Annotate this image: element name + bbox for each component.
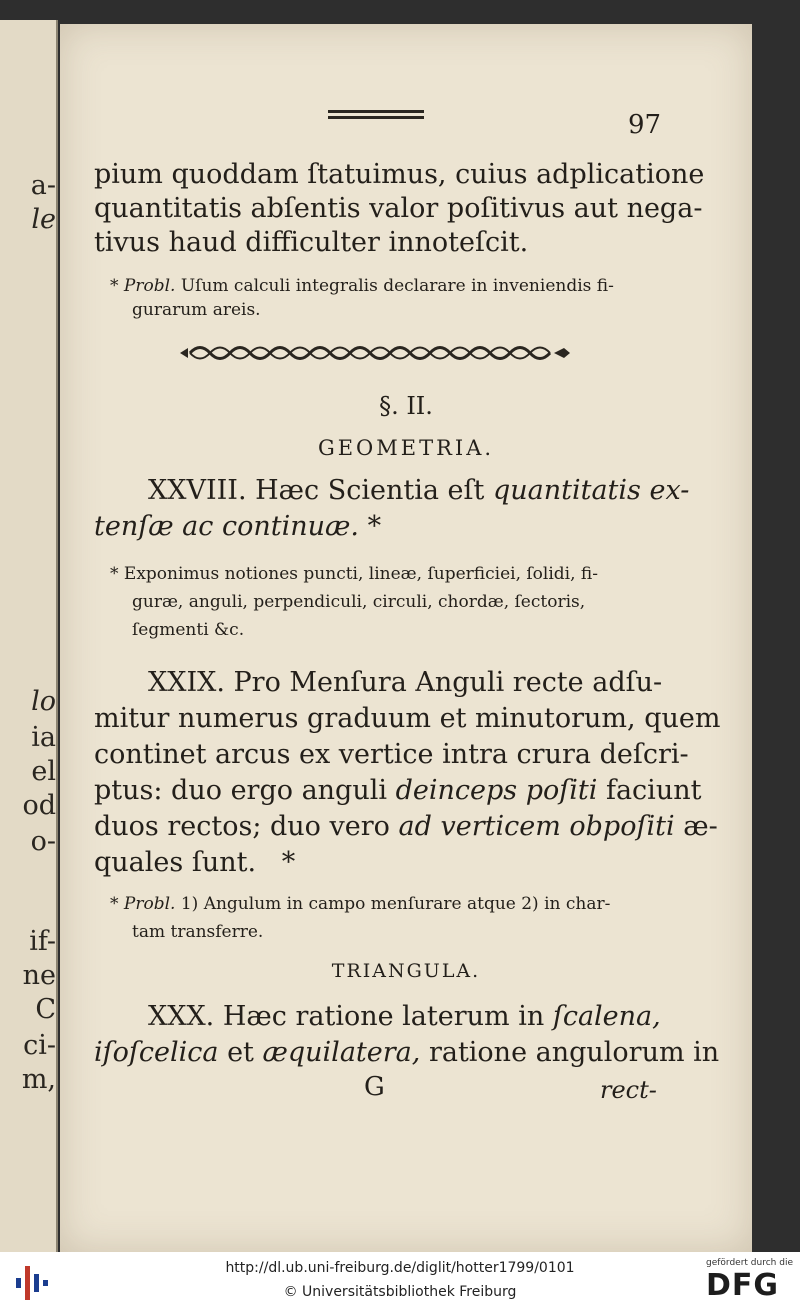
footnote-star: * xyxy=(367,511,382,542)
paragraph-italic: deinceps poſiti xyxy=(395,775,598,806)
footnote-line xyxy=(110,892,660,916)
left-fragment: le xyxy=(31,204,56,235)
paragraph-italic: ſcalena, xyxy=(552,1001,661,1032)
paragraph-italic: quantitatis ex- xyxy=(492,475,690,506)
paragraph-28-line xyxy=(148,474,690,508)
paragraph-text: XXX. Hæc ratione laterum in xyxy=(148,1001,545,1032)
paragraph-text: duos rectos; duo vero xyxy=(94,811,390,842)
paragraph-30-line xyxy=(94,1036,720,1070)
header-double-rule xyxy=(328,110,424,119)
left-fragment: o- xyxy=(30,826,56,857)
paragraph-text: faciunt xyxy=(605,775,702,806)
catchword: rect- xyxy=(600,1076,657,1104)
left-fragment: od xyxy=(22,790,56,821)
left-fragment: ia xyxy=(31,722,56,753)
left-fragment: a- xyxy=(30,170,56,201)
paragraph-29-line xyxy=(94,810,718,844)
text-line: quantitatis abſentis valor poſitivus aut nega- xyxy=(94,193,703,224)
left-fragment: ne xyxy=(22,960,56,991)
paragraph-italic: æquilatera, xyxy=(262,1037,421,1068)
permalink-url[interactable]: http://dl.ub.uni-freiburg.de/diglit/hotter1799/0101 xyxy=(225,1260,575,1276)
left-fragment: ci- xyxy=(23,1030,56,1061)
paragraph-text: æ- xyxy=(683,811,718,842)
text-line: tivus haud difficulter innoteſcit. xyxy=(94,227,529,258)
footnote-line: tam transferre. xyxy=(132,922,264,942)
paragraph-italic: tenſæ ac continuæ. xyxy=(94,511,359,542)
page-number: 97 xyxy=(628,110,662,140)
paragraph-29-line: mitur numerus graduum et minutorum, quem xyxy=(94,703,721,734)
paragraph-28-line xyxy=(94,510,660,544)
text-line: pium quoddam ſtatuimus, cuius adplicatione xyxy=(94,159,705,190)
left-fragment: C xyxy=(35,994,56,1025)
signature-mark: G xyxy=(364,1072,385,1102)
paragraph-text: et xyxy=(227,1037,254,1068)
paragraph-29-line: XXIX. Pro Menſura Anguli recte adſu- xyxy=(148,667,663,698)
funding-note: gefördert durch die xyxy=(706,1258,793,1268)
section-heading: GEOMETRIA. xyxy=(317,436,495,460)
footnote-line: * Exponimus notiones puncti, lineæ, ſuperficiei, ſolidi, fi- xyxy=(110,564,598,584)
section-number: §. II. xyxy=(379,392,433,420)
viewer-footer xyxy=(0,1252,800,1310)
footnote-text: Uſum calculi integralis declarare in inveniendis fi- xyxy=(180,276,614,296)
paragraph-29-line xyxy=(94,774,702,808)
paragraph-italic: iſoſcelica xyxy=(94,1037,219,1068)
dfg-logo[interactable]: DFG xyxy=(706,1268,780,1303)
book-page xyxy=(60,24,752,1252)
paragraph-29-line: quales ſunt. * xyxy=(94,847,296,878)
footnote-text: 1) Angulum in campo menſurare atque 2) in char- xyxy=(180,894,611,914)
paragraph-text: ptus: duo ergo anguli xyxy=(94,775,388,806)
paragraph-30-line xyxy=(148,1000,660,1034)
left-page-edge xyxy=(0,20,58,1252)
paragraph-29-line: continet arcus ex vertice intra crura deſcri- xyxy=(94,739,689,770)
left-fragment: el xyxy=(31,756,56,787)
footnote-line: gurarum areis. xyxy=(132,300,261,320)
footnote-marker: * Probl. xyxy=(110,894,176,914)
left-fragment: lo xyxy=(31,686,56,717)
subsection-heading: TRIANGULA. xyxy=(331,960,481,982)
footnote-line: guræ, anguli, perpendiculi, circuli, chordæ, ſectoris, xyxy=(132,592,586,612)
footnote-line xyxy=(110,274,660,298)
paragraph-italic: ad verticem obpoſiti xyxy=(398,811,675,842)
left-fragment: m, xyxy=(21,1064,56,1095)
copyright-notice: © Universitätsbibliothek Freiburg xyxy=(283,1284,517,1300)
paragraph-text: ratione angulorum in xyxy=(428,1037,720,1068)
paragraph-label: XXVIII. xyxy=(148,475,247,506)
footnote-marker: * Probl. xyxy=(110,276,176,296)
ornament-divider xyxy=(178,342,572,364)
left-fragment: if- xyxy=(29,926,56,957)
footnote-line: ſegmenti &c. xyxy=(132,620,245,640)
paragraph-text: Hæc Scientia eſt xyxy=(255,475,485,506)
